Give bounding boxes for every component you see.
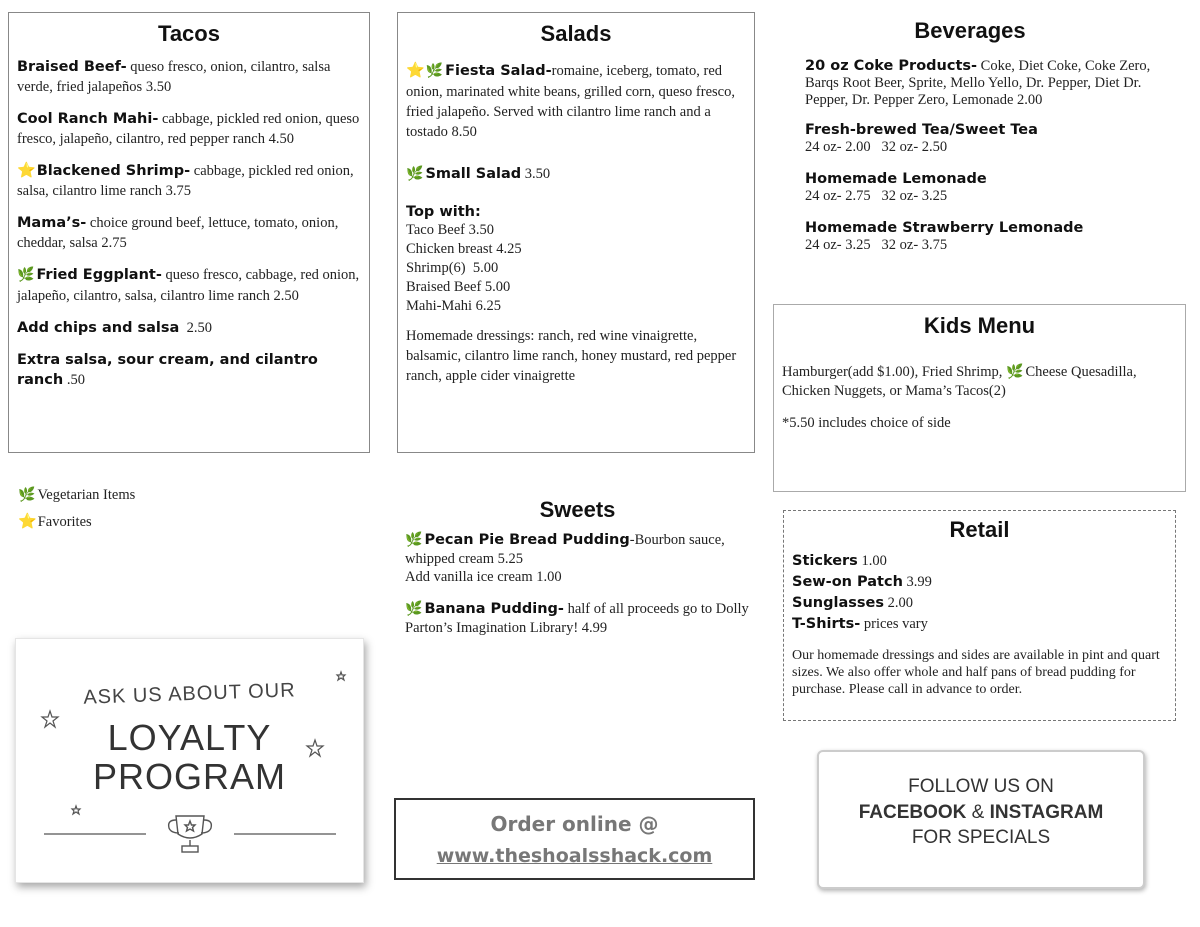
follow-line3: FOR SPECIALS — [911, 827, 1051, 848]
topping-item: Mahi-Mahi 6.25 — [406, 298, 502, 314]
lemonade — [805, 170, 1160, 205]
sweets-title: Sweets — [539, 497, 616, 522]
loyalty-line2: LOYALTY — [107, 717, 272, 758]
leaf-icon: 🌿 — [405, 533, 423, 548]
taco-item — [17, 57, 361, 97]
topping-item: Shrimp(6) 5.00 — [406, 260, 499, 276]
taco-item — [17, 350, 361, 390]
coke-products — [805, 58, 1160, 109]
taco-name: Braised Beef- — [17, 59, 127, 75]
follow-us-card — [817, 750, 1145, 889]
taco-item — [17, 265, 361, 306]
retail-item — [792, 551, 1167, 572]
legend — [18, 486, 218, 532]
beverages-panel — [800, 18, 1160, 254]
banana-pudding-desc: half of all proceeds go to Dolly Parton’s Imagination Library! 4.99 — [405, 601, 749, 636]
taco-price: 2.50 — [273, 288, 299, 304]
toppings-list — [406, 221, 746, 316]
coke-products-name: 20 oz Coke Products- — [805, 58, 978, 74]
banana-pudding-name: Banana Pudding- — [424, 601, 564, 617]
taco-desc: queso fresco, onion, cilantro, salsa verde, fried jalapeños — [17, 59, 335, 95]
retail-item — [792, 572, 1167, 593]
taco-desc — [179, 320, 186, 336]
taco-name: Cool Ranch Mahi- — [17, 111, 159, 127]
coke-products-desc: Coke, Diet Coke, Coke Zero, Barqs Root Beer, Sprite, Mello Yello, Dr. Pepper, Diet Dr. Pepper, Dr. Pepper Zero, Lemonade 2.00 — [805, 58, 1151, 108]
strawberry-lemonade-prices: 24 oz- 3.25 32 oz- 3.75 — [805, 237, 948, 253]
order-online-link[interactable]: www.theshoalsshack.com — [436, 845, 713, 867]
loyalty-line1: ASK US ABOUT OUR — [82, 679, 296, 709]
taco-item — [17, 213, 361, 253]
topping-item: Braised Beef 5.00 — [406, 279, 511, 295]
kids-menu-title: Kids Menu — [923, 313, 1036, 338]
fiesta-salad-name: Fiesta Salad- — [445, 63, 552, 79]
taco-desc: choice ground beef, lettuce, tomato, onion, cheddar, salsa — [17, 215, 342, 251]
sweets-panel — [405, 497, 750, 650]
strawberry-lemonade — [805, 219, 1160, 254]
lemonade-name: Homemade Lemonade — [805, 171, 987, 187]
small-salad — [406, 164, 746, 185]
taco-name: Fried Eggplant- — [36, 267, 162, 283]
leaf-icon: 🌿 — [1006, 365, 1024, 380]
taco-desc: cabbage, pickled red onion, salsa, cilantro lime ranch — [17, 163, 358, 199]
fiesta-salad-price: 8.50 — [451, 124, 477, 140]
tacos-panel — [8, 12, 370, 453]
taco-item — [17, 318, 361, 338]
taco-name: Blackened Shrimp- — [36, 163, 191, 179]
kids-menu-note: *5.50 includes choice of side — [782, 415, 951, 431]
strawberry-lemonade-name: Homemade Strawberry Lemonade — [805, 220, 1084, 236]
tea — [805, 121, 1160, 156]
retail-item-price: 1.00 — [857, 553, 887, 569]
star-icon — [72, 806, 80, 814]
facebook-link[interactable]: FACEBOOK — [858, 802, 967, 823]
taco-desc: cabbage, pickled red onion, queso fresco, jalapeño, cilantro, red pepper ranch — [17, 111, 363, 147]
tea-name: Fresh-brewed Tea/Sweet Tea — [805, 122, 1038, 138]
lemonade-prices: 24 oz- 2.75 32 oz- 3.25 — [805, 188, 948, 204]
taco-price: 3.75 — [165, 183, 191, 199]
leaf-icon: 🌿 — [425, 64, 444, 79]
tea-prices: 24 oz- 2.00 32 oz- 2.50 — [805, 139, 948, 155]
taco-price: 3.50 — [145, 79, 172, 95]
retail-item-price: 3.99 — [902, 574, 932, 590]
taco-price: 2.50 — [186, 320, 212, 336]
taco-name: Mama’s- — [17, 215, 87, 231]
tacos-list — [17, 57, 361, 390]
ice-cream-addon: Add vanilla ice cream 1.00 — [405, 569, 562, 585]
follow-line1: FOLLOW US ON — [908, 776, 1054, 797]
taco-price: 4.50 — [268, 131, 294, 147]
retail-item — [792, 614, 1167, 635]
topping-item: Chicken breast 4.25 — [406, 241, 522, 257]
follow-line2: FACEBOOK & INSTAGRAM — [858, 802, 1104, 823]
banana-pudding — [405, 600, 750, 638]
taco-item — [17, 109, 361, 149]
small-salad-name: Small Salad — [425, 166, 522, 182]
fiesta-salad-desc: romaine, iceberg, tomato, red onion, marinated white beans, grilled corn, queso fresco, fried jalapeño. Served with cilantro lime ranch and a tostado — [406, 63, 735, 140]
kids-menu-options: Hamburger(add $1.00), Fried Shrimp, 🌿 Cheese Quesadilla, Chicken Nuggets, or Mama’s Tacos(2) — [782, 364, 1137, 399]
salads-panel — [397, 12, 755, 453]
legend-vegetarian: 🌿 Vegetarian Items — [18, 487, 136, 503]
order-online-box — [394, 798, 755, 880]
taco-name: Add chips and salsa — [17, 320, 180, 336]
leaf-icon: 🌿 — [17, 268, 35, 283]
tacos-title: Tacos — [158, 21, 220, 46]
topwith-label: Top with: — [406, 204, 481, 220]
retail-title: Retail — [949, 517, 1010, 542]
kids-menu-panel — [773, 304, 1186, 492]
retail-item-name: Sunglasses — [792, 595, 884, 611]
taco-item — [17, 161, 361, 201]
bread-pudding — [405, 531, 750, 586]
topping-item: Taco Beef 3.50 — [406, 222, 494, 238]
small-salad-price: 3.50 — [521, 166, 551, 182]
retail-panel — [783, 510, 1176, 721]
beverages-title: Beverages — [914, 18, 1026, 43]
leaf-icon: 🌿 — [18, 488, 36, 503]
retail-list — [792, 551, 1167, 635]
leaf-icon: 🌿 — [405, 602, 423, 617]
taco-price: 2.75 — [101, 235, 127, 251]
taco-name: Extra salsa, sour cream, and cilantro ranch — [17, 352, 318, 388]
retail-item-price: prices vary — [860, 616, 928, 632]
dressings-text: Homemade dressings: ranch, red wine vinaigrette, balsamic, cilantro lime ranch, honey mustard, red pepper ranch, apple cider vinaigrette — [406, 328, 737, 384]
bread-pudding-desc: -Bourbon sauce, whipped cream 5.25 — [405, 532, 725, 567]
loyalty-card — [15, 638, 364, 883]
retail-item-name: Stickers — [792, 553, 858, 569]
fiesta-salad — [406, 61, 746, 142]
star-icon: ⭐ — [406, 63, 425, 79]
loyalty-line3: PROGRAM — [92, 756, 286, 797]
retail-item-price: 2.00 — [883, 595, 913, 611]
trophy-icon — [169, 816, 212, 852]
retail-item-name: T-Shirts- — [792, 616, 861, 632]
instagram-link[interactable]: INSTAGRAM — [989, 802, 1104, 823]
taco-price: .50 — [66, 372, 85, 388]
taco-desc: queso fresco, cabbage, red onion, jalapeño, cilantro, salsa, cilantro lime ranch — [17, 267, 363, 304]
leaf-icon: 🌿 — [406, 167, 424, 182]
retail-item — [792, 593, 1167, 614]
legend-favorites: ⭐Favorites — [18, 514, 92, 530]
order-online-label: Order online @ — [490, 812, 659, 836]
star-icon: ⭐ — [17, 163, 36, 179]
retail-note: Our homemade dressings and sides are available in pint and quart sizes. We also offer whole and half pans of bread pudding for purchase. Please call in advance to order. — [792, 648, 1160, 697]
salads-title: Salads — [540, 21, 612, 46]
bread-pudding-name: Pecan Pie Bread Pudding — [424, 532, 630, 548]
retail-item-name: Sew-on Patch — [792, 574, 903, 590]
star-icon: ⭐ — [18, 514, 37, 530]
